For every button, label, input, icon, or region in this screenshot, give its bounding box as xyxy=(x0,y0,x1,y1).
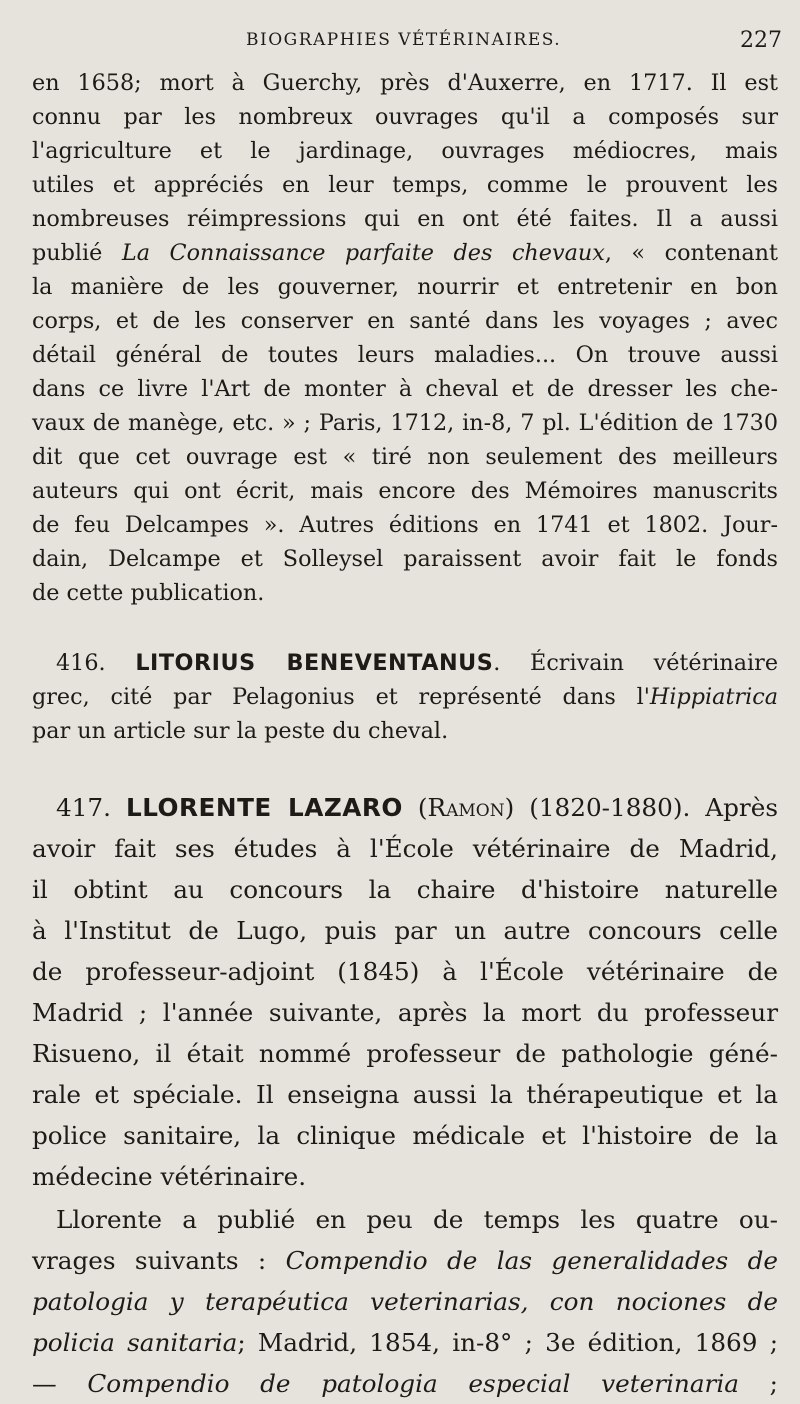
page-body xyxy=(32,66,778,1404)
text-line: dit que cet ouvrage est « tiré non seulement des meilleurs xyxy=(32,444,778,470)
text-line xyxy=(32,236,778,270)
text-run: . Écrivain vétérinaire xyxy=(493,650,779,676)
book-title: patologia y terapéutica veterinarias, con nociones de xyxy=(32,1287,778,1316)
text-line: en 1658; mort à Guerchy, près d'Auxerre, en 1717. Il est xyxy=(32,70,778,96)
entry-number: 417. xyxy=(56,793,111,822)
text-run: ; xyxy=(738,1369,778,1398)
text-line: l'agriculture et le jardinage, ouvrages médiocres, mais xyxy=(32,138,778,164)
text-line: vaux de manège, etc. » ; Paris, 1712, in-8, 7 pl. L'édition de 1730 xyxy=(32,410,778,436)
text-run: (1820-1880). Après xyxy=(514,793,779,822)
text-line: utiles et appréciés en leur temps, comme le prouvent les xyxy=(32,172,778,198)
text-line xyxy=(32,680,778,714)
text-line: corps, et de les conserver en santé dans les voyages ; avec xyxy=(32,308,778,334)
entry-417-continuation xyxy=(32,1199,778,1404)
text-line: Risueno, il était nommé professeur de pathologie géné- xyxy=(32,1039,778,1068)
text-line xyxy=(32,1281,778,1322)
book-title: Hippiatrica xyxy=(649,684,778,710)
text-line: nombreuses réimpressions qui en ont été faites. Il a aussi xyxy=(32,206,778,232)
text-line: police sanitaire, la clinique médicale et l'histoire de la xyxy=(32,1121,778,1150)
page-header xyxy=(0,28,800,58)
entry-number: 416. xyxy=(56,650,106,676)
text-run: ; Madrid, 1854, in-8° ; 3e édition, 1869 ; xyxy=(237,1328,779,1357)
text-run: grec, cité par Pelagonius et représenté dans l' xyxy=(32,684,650,710)
text-line: de cette publication. xyxy=(32,580,265,606)
book-title: Compendio de patologia especial veterinaria xyxy=(87,1369,739,1398)
entry-heading-line: 417. LLORENTE LAZARO (Ramon) (1820-1880). Après xyxy=(56,793,779,822)
entry-416 xyxy=(32,646,778,748)
text-line: connu par les nombreux ouvrages qu'il a composés sur xyxy=(32,104,778,130)
text-line: il obtint au concours la chaire d'histoire naturelle xyxy=(32,875,778,904)
text-line: rale et spéciale. Il enseigna aussi la thérapeutique et la xyxy=(32,1080,778,1109)
text-run: publié xyxy=(32,240,122,266)
text-line: dans ce livre l'Art de monter à cheval et de dresser les che- xyxy=(32,376,778,402)
book-title: Compendio de las generalidades de xyxy=(285,1246,778,1275)
previous-entry-paragraph xyxy=(32,66,778,610)
running-head: BIOGRAPHIES VÉTÉRINAIRES. xyxy=(246,30,562,50)
text-line: à l'Institut de Lugo, puis par un autre concours celle xyxy=(32,916,778,945)
text-line xyxy=(32,1240,778,1281)
text-run: — xyxy=(32,1369,88,1398)
entry-heading-line xyxy=(32,646,778,680)
text-line xyxy=(32,1322,778,1363)
text-run: vrages suivants : xyxy=(32,1246,286,1275)
entry-name: LITORIUS BENEVENTANUS xyxy=(135,650,494,676)
book-title: La Connaissance parfaite des chevaux xyxy=(121,240,605,266)
text-line: Llorente a publié en peu de temps les quatre ou- xyxy=(56,1205,778,1234)
text-run: , « contenant xyxy=(604,240,779,266)
page-number: 227 xyxy=(740,28,782,53)
entry-417 xyxy=(32,787,778,1197)
text-line: auteurs qui ont écrit, mais encore des Mémoires manuscrits xyxy=(32,478,778,504)
text-line: de feu Delcampes ». Autres éditions en 1741 et 1802. Jour- xyxy=(32,512,778,538)
text-line: médecine vétérinaire. xyxy=(32,1162,307,1191)
book-title: policia sanitaria xyxy=(32,1328,238,1357)
text-line: Madrid ; l'année suivante, après la mort du professeur xyxy=(32,998,778,1027)
text-line xyxy=(32,1363,778,1404)
text-line: détail général de toutes leurs maladies... On trouve aussi xyxy=(32,342,778,368)
text-line: la manière de les gouverner, nourrir et entretenir en bon xyxy=(32,274,778,300)
text-line: de professeur-adjoint (1845) à l'École vétérinaire de xyxy=(32,957,778,986)
entry-name: LLORENTE LAZARO xyxy=(125,793,403,822)
text-line: avoir fait ses études à l'École vétérinaire de Madrid, xyxy=(32,834,778,863)
entry-forename: Ramon xyxy=(427,793,505,822)
text-line: dain, Delcampe et Solleysel paraissent avoir fait le fonds xyxy=(32,546,778,572)
text-line: par un article sur la peste du cheval. xyxy=(32,718,449,744)
